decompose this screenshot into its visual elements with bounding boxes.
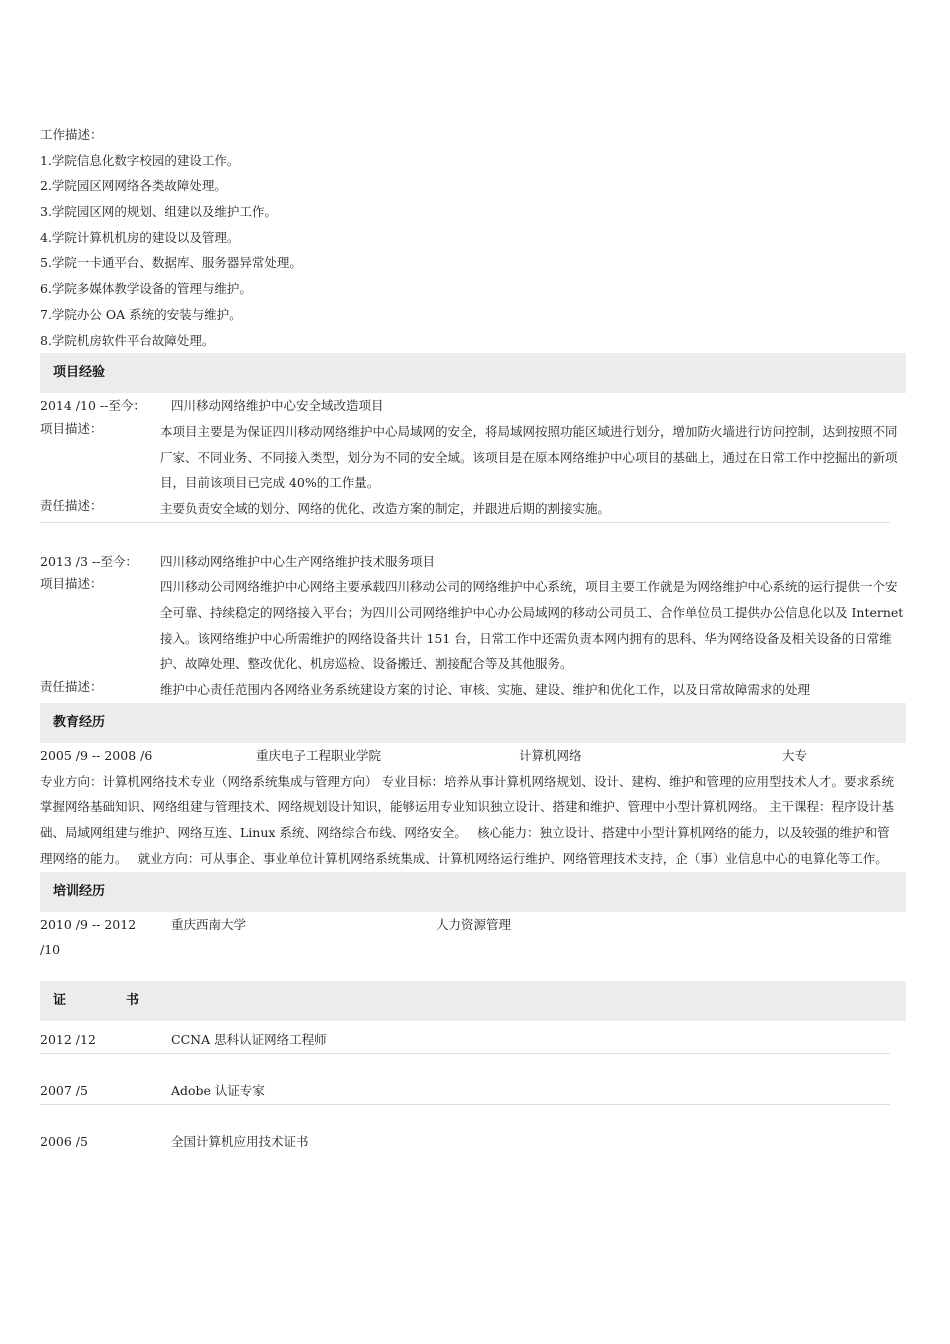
work-section [40,122,906,353]
education-degree: 大专 [782,747,808,763]
certificate-date: 2007 /5 [40,1083,88,1099]
projects-section-header: 项目经验 [40,353,906,393]
work-item: 6.学院多媒体教学设备的管理与维护。 [40,281,252,297]
education-school: 重庆电子工程职业学院 [256,747,382,763]
project-desc: 本项目主要是为保证四川移动网络维护中心局域网的安全，将局域网按照功能区域进行划分，增加防火墙进行访问控制，达到按照不同厂家、不同业务、不同接入类型，划分为不同的安全域。该项目是在原本网络维护中心项目的基础上，通过在日常工作中挖掘出的新项目，目前该项目已完成 40%的工作量。 [160,423,898,491]
training-entry [40,912,906,963]
training-date: 2010 /9 -- 2012 /10 [40,916,137,958]
project-date: 2014 /10 --至今： [40,398,146,414]
training-course: 人力资源管理 [436,916,512,932]
education-detail: 专业方向：计算机网络技术专业（网络系统集成与管理方向） 专业目标：培养从事计算机网络规划、设计、建构、维护和管理的应用型技术人才。要求系统掌握网络基础知识、网络组建与管理技术、网络规划设计知识，能够运用专业知识独立设计、搭建和维护、管理中小型计算机网络。 主干课程：程序设计基础、局域网组建与维护、网络互连、Linux 系统、网络综合布线、网络安全。 核心能力：独立设计、搭建中小型计算机网络的能力，以及较强的维护和管理网络的能力。 就业方向：可从事企、事业单位计算机网络系统集成、计算机网络运行维护、网络管理技术支持，企（事）业信息中心的电算化等工作。 [40,773,894,866]
work-item: 2.学院园区网网络各类故障处理。 [40,178,227,194]
certificate-name: Adobe 认证专家 [171,1083,265,1099]
certificate-item [40,1078,890,1104]
project-date: 2013 /3 --至今： [40,553,138,569]
work-heading: 工作描述： [40,127,103,142]
project-resp-label: 责任描述： [40,497,103,513]
project-resp: 维护中心责任范围内各网络业务系统建设方案的讨论、审核、实施、建设、维护和优化工作，以及日常故障需求的处理 [160,682,811,698]
project-desc-label: 项目描述： [40,420,103,436]
project-name: 四川移动网络维护中心安全域改造项目 [171,398,384,414]
certificate-name: 全国计算机应用技术证书 [171,1134,309,1150]
training-school: 重庆西南大学 [171,916,247,932]
project-entry [40,549,906,703]
work-item: 7.学院办公 OA 系统的安装与维护。 [40,306,242,322]
education-section-header: 教育经历 [40,703,906,743]
project-resp-label: 责任描述： [40,679,103,695]
project-desc-label: 项目描述： [40,576,103,592]
project-resp: 主要负责安全域的划分、网络的优化、改造方案的制定，并跟进后期的割接实施。 [160,500,611,516]
education-entry [40,743,906,872]
certificate-item [40,1027,890,1053]
work-item: 8.学院机房软件平台故障处理。 [40,332,215,348]
work-item: 1.学院信息化数字校园的建设工作。 [40,152,240,168]
work-item: 4.学院计算机机房的建设以及管理。 [40,229,240,245]
certificate-name: CCNA 思科认证网络工程师 [171,1032,327,1048]
work-item: 3.学院园区网的规划、组建以及维护工作。 [40,204,277,220]
certificate-date: 2006 /5 [40,1134,88,1150]
certificate-item [40,1129,890,1155]
certificates-section-header: 证 书 [40,981,906,1021]
work-item: 5.学院一卡通平台、数据库、服务器异常处理。 [40,255,302,271]
education-major: 计算机网络 [519,747,582,763]
project-entry [40,393,906,523]
certificate-date: 2012 /12 [40,1032,96,1048]
project-name: 四川移动网络维护中心生产网络维护技术服务项目 [160,553,436,569]
project-desc: 四川移动公司网络维护中心网络主要承载四川移动公司的网络维护中心系统，项目主要工作就是为网络维护中心系统的运行提供一个安全可靠、持续稳定的网络接入平台；为四川公司网络维护中心办公局域网的移动公司员工、合作单位员工提供办公信息化以及 Internet 接入。该网络维护中心所需维护的网络设备共计 151 台，日常工作中还需负责本网内拥有的思科、华为网络设备及相关设备的日常维护、故障处理、整改优化、机房巡检、设备搬迁、割接配合等及其他服务。 [160,579,904,672]
certificate-list [40,1021,906,1155]
resume-page [40,122,906,1155]
training-section-header: 培训经历 [40,872,906,912]
education-date: 2005 /9 -- 2008 /6 [40,747,153,763]
